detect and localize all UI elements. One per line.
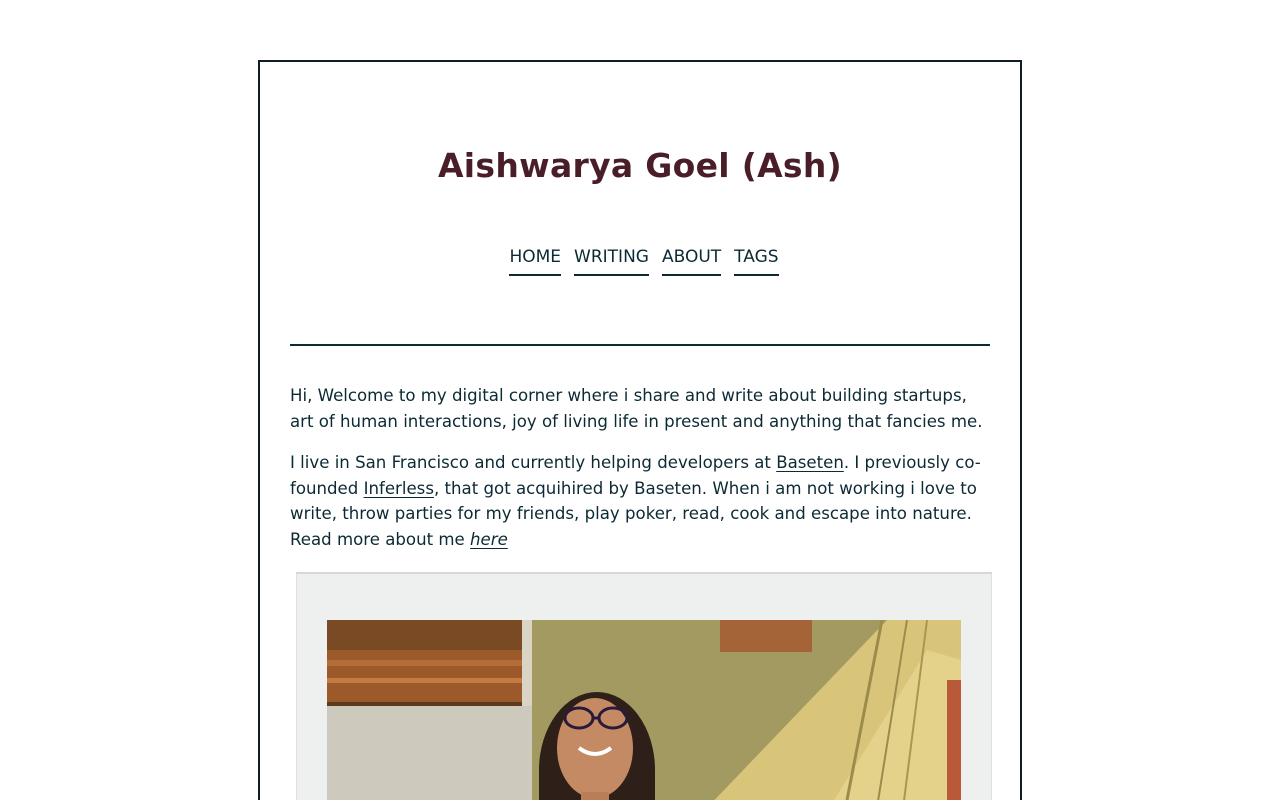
main-nav xyxy=(260,246,1020,276)
nav-about-link[interactable]: ABOUT xyxy=(662,246,721,276)
page-card xyxy=(258,60,1022,800)
intro-content xyxy=(290,383,990,569)
nav-writing-link[interactable]: WRITING xyxy=(574,246,649,276)
about-here-link[interactable]: here xyxy=(470,529,508,549)
header-divider xyxy=(290,344,990,346)
intro-text-1: I live in San Francisco and currently helping developers at xyxy=(290,453,777,473)
site-title[interactable]: Aishwarya Goel (Ash) xyxy=(437,146,843,185)
intro-text-2: . I previously co-founded xyxy=(290,453,981,498)
intro-paragraph-1: Hi, Welcome to my digital corner where i share and write about building startups, art of human interactions, joy of living life in present and anything that fancies me. xyxy=(290,386,983,431)
profile-photo xyxy=(296,572,992,800)
profile-photo-image xyxy=(327,620,961,800)
nav-tags-link[interactable]: TAGS xyxy=(734,246,778,276)
nav-home-link[interactable]: HOME xyxy=(509,246,561,276)
intro-text-3: , that got acquihired by Baseten. When i am not working i love to write, throw parties for my friends, play poker, read, cook and escape into nature. Read more about me xyxy=(290,478,977,549)
baseten-link[interactable]: Baseten xyxy=(776,453,844,473)
inferless-link[interactable]: Inferless xyxy=(363,478,434,498)
intro-paragraph-2 xyxy=(290,450,990,552)
